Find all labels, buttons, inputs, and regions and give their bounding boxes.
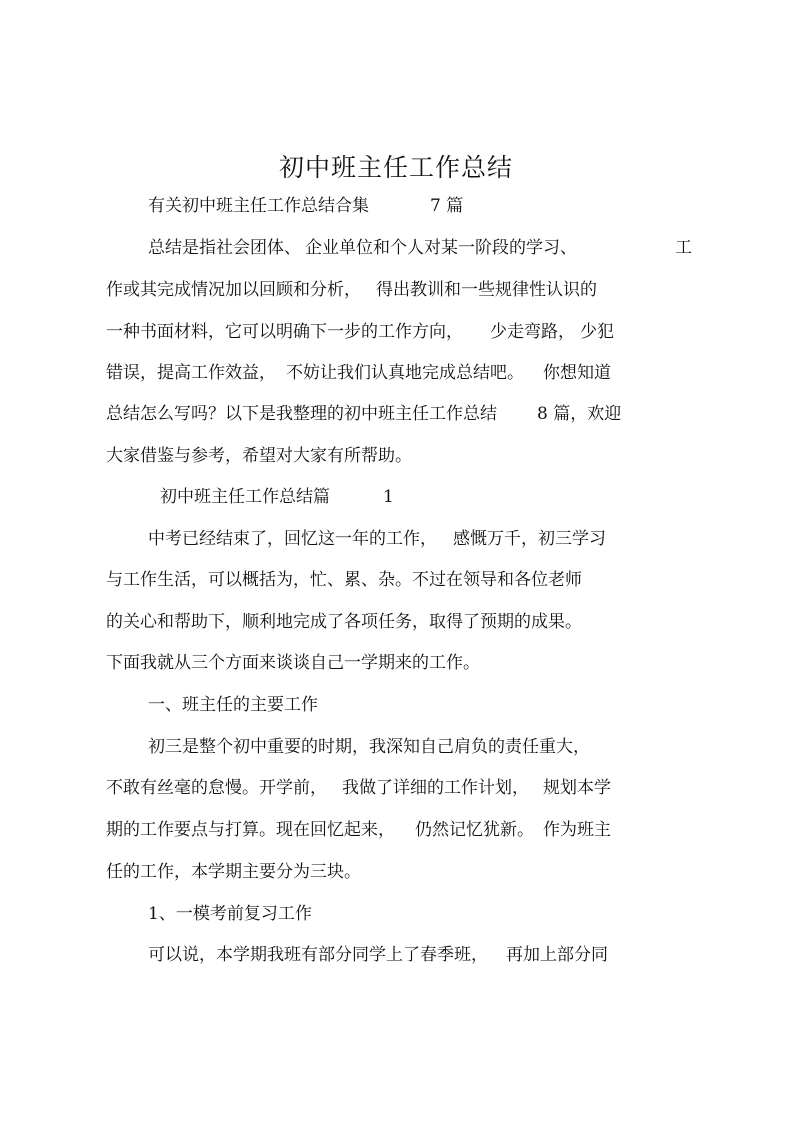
text-segment: 我做了详细的工作计划， — [342, 778, 529, 798]
text-segment: 1、一模考前复习工作 — [148, 904, 312, 924]
text-segment: 得出教训和一些规律性认识的 — [376, 280, 597, 300]
text-segment: 错误，提高工作效益， — [106, 363, 276, 383]
text-segment: 与工作生活，可以概括为，忙、累、杂。不过在领导和各位老师 — [106, 570, 582, 590]
text-segment: 期的工作要点与打算。现在回忆起来， — [106, 820, 395, 840]
document-title: 初中班主任工作总结 — [278, 153, 513, 182]
text-segment: 再加上部分同 — [506, 945, 608, 965]
text-segment: 一、班主任的主要工作 — [148, 695, 318, 715]
text-segment: 初中班主任工作总结篇 — [160, 487, 330, 507]
text-segment: 工 — [675, 238, 692, 258]
text-segment: 一种书面材料，它可以明确下一步的工作方向， — [106, 322, 463, 342]
text-segment: 少犯 — [580, 322, 614, 342]
text-segment: 可以说，本学期我班有部分同学上了春季班， — [148, 945, 488, 965]
text-segment: 有关初中班主任工作总结合集 — [148, 196, 369, 216]
text-segment: 不妨让我们认真地完成总结吧。 — [286, 363, 524, 383]
text-segment: 你想知道 — [543, 363, 611, 383]
text-segment: 的关心和帮助下，顺利地完成了各项任务，取得了预期的成果。 — [106, 612, 582, 632]
text-segment: 大家借鉴与参考，希望对大家有所帮助。 — [106, 446, 412, 466]
text-segment: 仍然记忆犹新。 — [415, 820, 534, 840]
text-segment: 中考已经结束了，回忆这一年的工作， — [148, 529, 437, 549]
text-segment: 规划本学 — [543, 778, 611, 798]
text-segment: 感慨万千，初三学习 — [453, 529, 606, 549]
text-segment: 作为班主 — [543, 820, 611, 840]
text-segment: 8 篇，欢迎 — [537, 404, 622, 424]
text-segment: 总结是指社会团体、 — [148, 238, 301, 258]
text-segment: 作或其完成情况加以回顾和分析， — [106, 280, 361, 300]
text-segment: 任的工作，本学期主要分为三块。 — [106, 862, 361, 882]
text-segment: 初三是整个初中重要的时期，我深知自己肩负的责任重大， — [148, 737, 590, 757]
text-segment: 7 篇 — [430, 196, 464, 216]
text-segment: 企业单位和个人对某一阶段的学习、 — [305, 238, 577, 258]
text-segment: 不敢有丝毫的怠慢。开学前， — [106, 778, 327, 798]
text-segment: 1 — [383, 487, 394, 507]
text-segment: 下面我就从三个方面来谈谈自己一学期来的工作。 — [106, 653, 480, 673]
text-segment: 总结怎么写吗？以下是我整理的初中班主任工作总结 — [106, 404, 497, 424]
text-segment: 少走弯路， — [490, 322, 575, 342]
